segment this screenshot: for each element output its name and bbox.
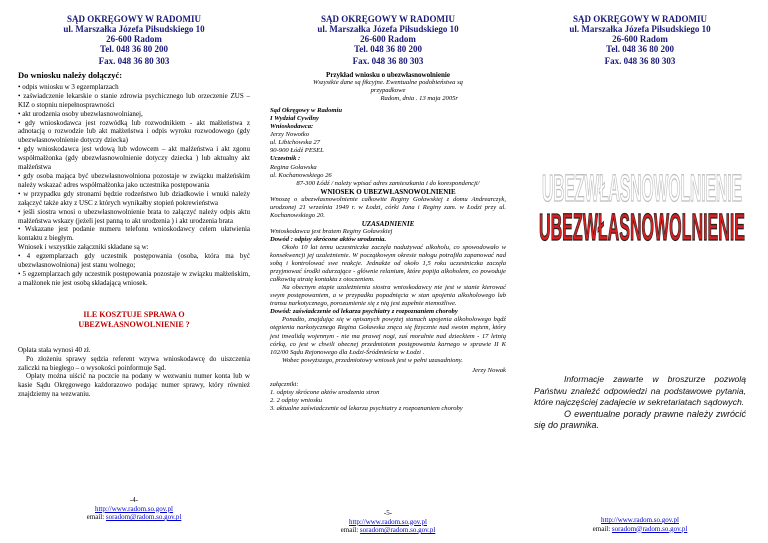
list-item: • Wskazane jest podanie numeru telefonu wnioskodawcy celem ułatwienia kontaktu z biegłym.	[18, 225, 250, 243]
page-number: -5-	[383, 509, 393, 517]
sample-subtitle: przypadkowe	[370, 87, 406, 95]
justification-title: UZASADNIENIE	[361, 219, 415, 228]
court-phone: Tel. 048 36 80 200	[606, 44, 674, 54]
court-header	[530, 14, 750, 66]
email-label: email:	[592, 524, 612, 533]
email-line	[18, 513, 250, 522]
info-paragraph: Informacje zawarte w broszurze pozwolą Państwu znaleźć odpowiedzi na podstawowe pytania, które najczęściej zadajecie w sekretariatach sądowych.	[534, 374, 746, 407]
signature: Jerzy Nowak	[472, 366, 506, 374]
court-division: I Wydział Cywilny	[270, 115, 319, 123]
justification-paragraph: Wobec powyższego, przedmiotowy wniosek jest w pełni uzasadniony.	[282, 356, 463, 364]
court-street: ul. Marszałka Józefa Piłsudskiego 10	[317, 24, 459, 34]
court-name: SĄD OKRĘGOWY W RADOMIU	[572, 14, 708, 24]
page-footer	[18, 496, 250, 522]
cost-paragraph: Po złożeniu sprawy sędzia referent wzywa wnioskodawcę do uiszczenia zaliczki na biegłego – o wysokości poinformuje Sąd.	[18, 354, 250, 372]
column-left	[18, 0, 250, 543]
website-link[interactable]: http://www.radom.so.gov.pl	[348, 517, 428, 526]
list-item: • akt urodzenia osoby ubezwłasnowolnianej,	[18, 109, 143, 118]
list-item: • jeśli siostra wnosi o ubezwłasnowolnienie brata to załączyć należy odpis aktu małżeństwa wskazy (jeżeli jest panną to akt urodzenia ) i akt urodzenia brata	[18, 207, 250, 225]
applicant-name: Jerzy Nowotko	[270, 131, 310, 139]
cost-heading-line: UBEZWŁASNOWOLNIENIE ?	[78, 319, 190, 329]
application-text: Wnoszę o ubezwłasnowolnienie całkowite Reginy Goławskiej z domu Andrearczyk, urodzonej 21 września 1949 r. w Łodzi, córki Jana i Reginy zam. w Łodzi przy ul. Kochanowskiego 20.	[270, 195, 506, 219]
court-fax: Fax. 048 36 80 303	[604, 56, 676, 66]
cost-paragraph: Opłata stała wynosi 40 zł.	[18, 345, 91, 354]
court-name: SĄD OKRĘGOWY W RADOMIU	[66, 14, 202, 24]
sample-title: Przykład wniosku o ubezwłasnowolnienie	[326, 71, 450, 79]
evidence-line: Dowód: zaświadczenie od lekarza psychiatry z rozpoznaniem choroby	[270, 308, 458, 316]
court-postal: 26-600 Radom	[106, 34, 162, 44]
website-link[interactable]: http://www.radom.so.gov.pl	[94, 504, 174, 513]
participant-name: Regina Goławska	[270, 163, 317, 171]
court-phone: Tel. 048 36 80 200	[100, 44, 168, 54]
court-phone: Tel. 048 36 80 200	[354, 44, 422, 54]
justification-text: Wnioskodawca jest bratem Reginy Goławskiej	[270, 227, 393, 235]
participant-label: Uczestnik :	[270, 155, 301, 163]
logo-text-outline: UBEZWŁASNOWOLNIENIE	[542, 167, 742, 210]
court-fax: Fax. 048 36 80 303	[98, 56, 170, 66]
list-item: • w przypadku gdy stronami będzie rodzeństwo lub dziadkowie i wnuki należy załączyć także akty z USC z których wynikałby stopień pokrewieństwa	[18, 189, 250, 207]
list-item: Wniosek i wszystkie załączniki składane są w:	[18, 243, 149, 252]
court-header	[270, 14, 506, 66]
attachments-section	[18, 71, 250, 399]
list-item: • 4 egzemplarzach gdy uczestnik postępowania (osoba, która ma być ubezwłasnowolniona) jest stanu wolnego;	[18, 252, 250, 270]
applicant-label: Wnioskodawca:	[270, 123, 314, 131]
attachment-item: 1. odpisy skrócone aktów urodzenia stron	[270, 388, 380, 396]
application-title: WNIOSEK O UBEZWŁASNOWOLNIENIE	[320, 187, 456, 196]
evidence-line: Dowód : odpisy skrócone aktów urodzenia.	[270, 235, 387, 243]
court-postal: 26-600 Radom	[612, 34, 668, 44]
email-link[interactable]: soradom@radom.so.gov.pl	[359, 526, 436, 534]
column-middle	[270, 0, 506, 543]
list-item: • odpis wniosku w 3 egzemplarzach	[18, 82, 119, 91]
applicant-address: ul. Libichowska 27	[270, 139, 321, 147]
page-number: -4-	[129, 496, 139, 504]
column-right	[530, 0, 750, 543]
applicant-address: 90-900 Łódź PESEL	[270, 147, 324, 155]
court-postal: 26-600 Radom	[360, 34, 416, 44]
list-item: • zaświadczenie lekarskie o stanie zdrowia psychicznego lub orzeczenie ZUS – KIZ o stopniu niepełnosprawności	[18, 91, 250, 109]
court-street: ul. Marszałka Józefa Piłsudskiego 10	[569, 24, 711, 34]
court-address: Sąd Okręgowy w Radomiu	[270, 107, 342, 115]
court-header	[18, 14, 250, 66]
justification-paragraph: Ponadto, znajdując się w opisanych powyżej stanach upojenia alkoholowego bądź otępienia narkotycznego Regina Goławska znęca się fizycznie nad swoim mężem, który jest inwalidą wojennym - nie ma prawej nogi, zaś moralnie nad dzieckiem - 17 letnią córką, co jest w chwili obecnej przedmiotem postępowania karnego w sprawie II K 102/00 Sądu Rejonowego dla Łodzi-Śródmieścia w Łodzi .	[270, 316, 506, 356]
cost-heading-line: ILE KOSZTUJE SPRAWA O	[83, 309, 185, 319]
list-item: • gdy wnioskodawca jest wdową lub wdowcem – akt małżeństwa i akt zgonu współmałżonka (gdy ubezwłasnowolnienie dotyczy dziecka ) lub aktualny akt małżeństwa	[18, 145, 250, 172]
logo-text-main: UBEZWŁASNOWOLNIENIE	[539, 206, 745, 249]
cost-heading	[18, 310, 250, 330]
court-fax: Fax. 048 36 80 303	[352, 56, 424, 66]
court-street: ul. Marszałka Józefa Piłsudskiego 10	[63, 24, 205, 34]
attachment-item: 3. aktualne zaświadczenie od lekarza psychiatry z rozpoznaniem choroby	[270, 404, 463, 412]
info-paragraph: O ewentualne porady prawne należy zwrócić się do prawnika.	[534, 408, 746, 430]
list-item: • gdy osoba mająca być ubezwłasnowolniona pozostaje w związku małżeńskim należy wskazać adres współmałżonka jako uczestnika postępowania	[18, 171, 250, 189]
sample-application	[270, 71, 506, 413]
page-footer	[270, 509, 506, 535]
sample-subtitle: Wszystkie dane są fikcyjne. Ewentualne podobieństwa są	[313, 79, 463, 87]
list-item: • gdy wnioskodawca jest rozwódką lub rozwodnikiem - akt małżeństwa z adnotacją o rozwodzie lub akt małżeństwa i odpis wyroku rozwodowego (gdy ubezwłasnowolnienie dotyczy dziecka)	[18, 118, 250, 145]
email-label: email:	[86, 513, 106, 521]
attachment-item: 2. 2 odpisy wniosku	[270, 396, 323, 404]
website-link[interactable]: http://www.radom.so.gov.pl	[600, 516, 680, 524]
section-heading: Do wniosku należy dołączyć:	[18, 70, 123, 80]
page-footer	[530, 516, 750, 533]
court-name: SĄD OKRĘGOWY W RADOMIU	[320, 14, 456, 24]
email-link[interactable]: soradom@radom.so.gov.pl	[105, 513, 182, 521]
email-label: email:	[340, 526, 360, 534]
justification-paragraph: Na obecnym etapie uzależnienia siostra wnioskodawcy nie jest w stanie kierować swym postępowaniem, a w przypadku popadnięcia w stan upojenia alkoholowego lub transu narkotycznego, porozumienie się z nią jest zupełnie niemożliwe.	[270, 284, 506, 308]
brochure-title-logo	[536, 140, 748, 250]
sample-date: Radom, dnia . 13 maja 2005r	[380, 95, 458, 103]
email-link[interactable]: soradom@radom.so.gov.pl	[611, 524, 688, 533]
email-line	[270, 526, 506, 535]
attachments-label: załączniki:	[270, 380, 299, 388]
participant-address: ul. Kochanowskiego 26	[270, 171, 332, 179]
participant-address: 87-300 Łódź / należy wpisać adres zamieszkania i do korespondencji/	[296, 179, 480, 187]
info-text	[534, 374, 746, 432]
list-item: • 5 egzemplarzach gdy uczestnik postępowania pozostaje w związku małżeńskim, a małżonek nie jest osobą składającą wniosek.	[18, 269, 250, 287]
justification-paragraph: Około 10 lat temu uczestniczka zaczęła nadużywać alkoholu, co spowodowało w konsekwencji jej uzależnienie. W początkowym okresie nałogu potrafiła zapanować nad sobą i kontrolować swe reakcje. Jednakże od około 1,5 roku uczestniczka zaczęła przyjmować środki odurzające - głównie relanium, które popija alkoholem, co powoduje całkowitą utratę kontaktu z otoczeniem.	[270, 243, 506, 284]
cost-paragraph: Opłaty można uiścić na poczcie na podany w wezwaniu numer konta lub w kasie Sądu Okręgowego każdorazowo podając numer sprawy, który również znajdziemy na wezwaniu.	[18, 372, 250, 399]
email-line	[530, 525, 750, 534]
